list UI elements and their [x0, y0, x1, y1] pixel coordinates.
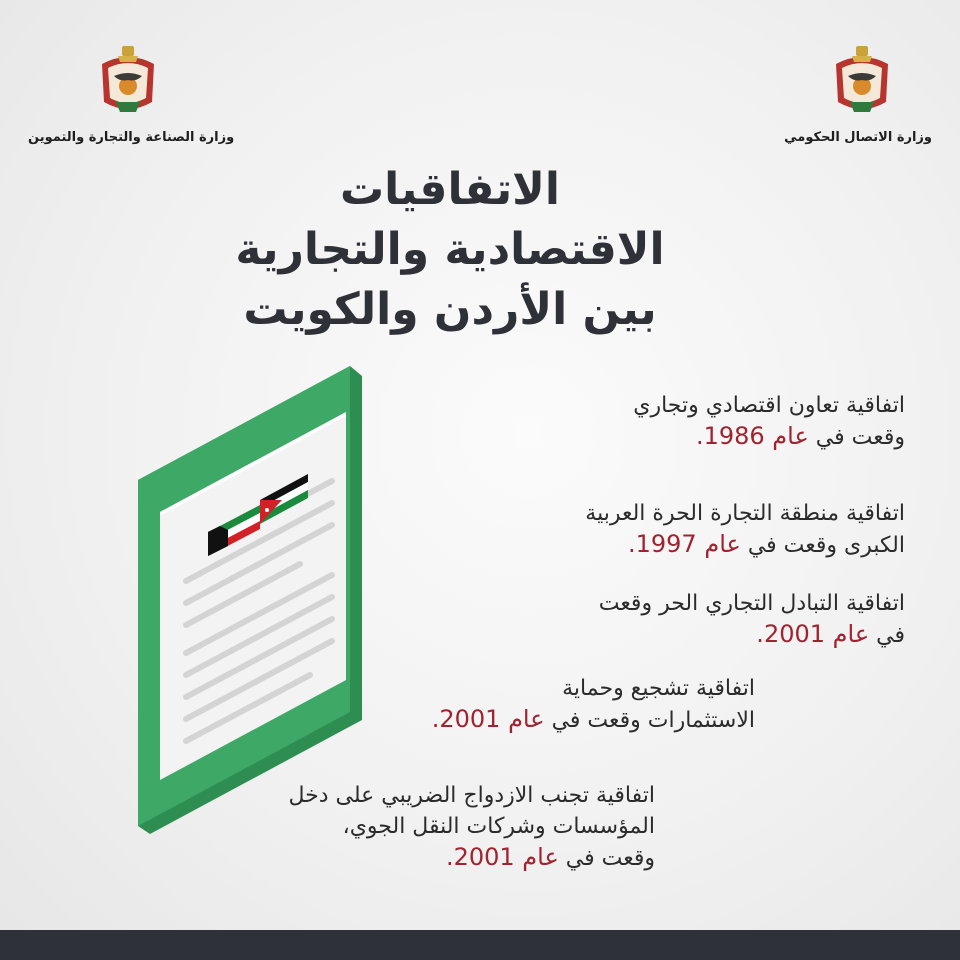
title-line-2: الاقتصادية والتجارية	[235, 224, 665, 275]
coat-of-arms-left-icon	[96, 42, 160, 118]
agreement-line: وقعت في	[815, 425, 905, 450]
agreement-year: عام 2001.	[431, 705, 545, 733]
agreement-item	[432, 673, 755, 736]
document-illustration	[120, 360, 380, 840]
agreement-line: اتفاقية تجنب الازدواج الضريبي على دخل	[288, 783, 655, 808]
agreement-item	[288, 780, 655, 874]
agreement-item	[585, 498, 905, 561]
agreement-year: عام 1986.	[695, 422, 809, 450]
agreement-year: عام 2001.	[756, 620, 870, 648]
agreement-line: اتفاقية منطقة التجارة الحرة العربية	[585, 501, 905, 526]
agreement-year: عام 1997.	[627, 530, 741, 558]
title-line-3: بين الأردن والكويت	[243, 284, 657, 335]
agreement-line: اتفاقية تشجيع وحماية	[562, 676, 755, 701]
ministry-name-left: وزارة الصناعة والتجارة والتموين	[28, 130, 235, 145]
ministry-name-right: وزارة الاتصال الحكومي	[784, 130, 932, 145]
agreement-year: عام 2001.	[445, 843, 559, 871]
agreement-line: وقعت في	[565, 846, 655, 871]
agreement-line: اتفاقية التبادل التجاري الحر وقعت	[598, 591, 905, 616]
agreement-item	[599, 588, 905, 651]
agreement-line: اتفاقية تعاون اقتصادي وتجاري	[633, 393, 905, 418]
coat-of-arms-right-icon	[830, 42, 894, 118]
agreement-item	[633, 390, 905, 453]
footer-bar	[0, 930, 960, 960]
agreement-line: المؤسسات وشركات النقل الجوي،	[342, 814, 655, 839]
agreement-line: في	[876, 623, 905, 648]
agreement-line: الاستثمارات وقعت في	[551, 708, 755, 733]
page-title	[230, 160, 670, 340]
title-line-1: الاتفاقيات	[339, 164, 561, 215]
agreement-line: الكبرى وقعت في	[747, 533, 905, 558]
